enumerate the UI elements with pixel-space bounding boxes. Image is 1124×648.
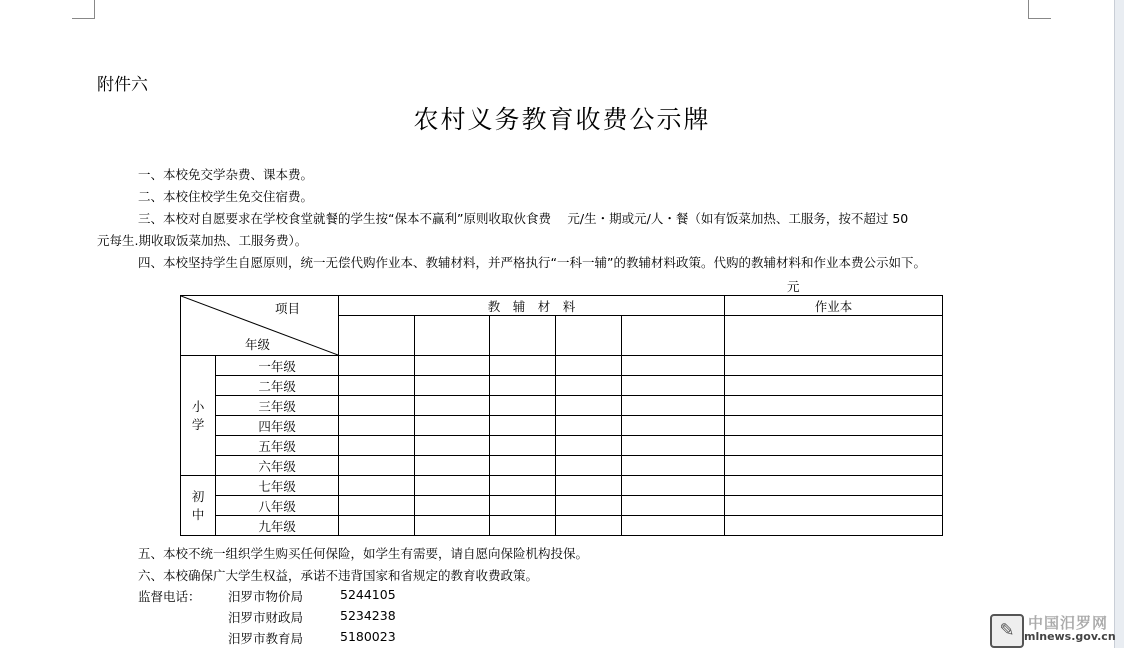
paragraph-3: 三、本校对自愿要求在学校食堂就餐的学生按“保本不赢利”原则收取伙食费 元/生・期或元/人・餐（如有饭菜加热、工服务，按不超过 50 (138, 211, 909, 226)
paragraph-1: 一、本校免交学杂费、课本费。 (138, 167, 314, 182)
grade-label: 九年级 (216, 516, 339, 536)
paragraph-4: 四、本校坚持学生自愿原则，统一无偿代购作业本、教辅材料，并严格执行“一科一辅”的教辅材料政策。代购的教辅材料和作业本费公示如下。 (138, 255, 926, 270)
header-grade-label: 年级 (245, 337, 271, 352)
grade-label: 四年级 (216, 416, 339, 436)
supervision-name-3: 汨罗市教育局 (228, 631, 304, 646)
page-title: 农村义务教育收费公示牌 (413, 105, 711, 134)
supervision-phone-1: 5244105 (340, 587, 396, 602)
grade-label: 三年级 (216, 396, 339, 416)
site-watermark (990, 612, 1120, 646)
annex-label: 附件六 (97, 75, 148, 95)
header-workbook: 作业本 (725, 296, 943, 316)
paragraph-5: 五、本校不统一组织学生购买任何保险，如学生有需要，请自愿向保险机构投保。 (138, 546, 589, 561)
header-materials: 教 辅 材 料 (339, 296, 725, 316)
paragraph-6: 六、本校确保广大学生权益，承诺不违背国家和省规定的教育收费政策。 (138, 568, 539, 583)
grade-label: 二年级 (216, 376, 339, 396)
grade-label: 六年级 (216, 456, 339, 476)
workbook-col (725, 316, 943, 356)
site-logo-icon: ✎ (990, 614, 1024, 648)
group-junior: 初 中 (181, 476, 216, 536)
supervision-phone-3: 5180023 (340, 629, 396, 644)
grade-label: 八年级 (216, 496, 339, 516)
grade-label: 七年级 (216, 476, 339, 496)
material-col-4 (556, 316, 622, 356)
group-primary: 小 学 (181, 356, 216, 476)
supervision-name-2: 汨罗市财政局 (228, 610, 304, 625)
grade-label: 一年级 (216, 356, 339, 376)
paragraph-3-cont: 元每生.期收取饭菜加热、工服务费）。 (97, 233, 308, 248)
supervision-label: 监督电话： (138, 589, 201, 604)
header-item-label: 项目 (274, 301, 300, 316)
vertical-scrollbar[interactable] (1114, 0, 1124, 648)
watermark-name: 中国汨罗网 (1028, 614, 1109, 632)
material-col-3 (490, 316, 556, 356)
page-corner-mark-right (1028, 0, 1051, 19)
unit-label: 元 (787, 279, 800, 294)
grade-label: 五年级 (216, 436, 339, 456)
material-col-2 (415, 316, 490, 356)
material-col-1 (339, 316, 415, 356)
table-diagonal-header (181, 296, 339, 356)
supervision-phone-2: 5234238 (340, 608, 396, 623)
fee-table (180, 295, 943, 536)
paragraph-2: 二、本校住校学生免交住宿费。 (138, 189, 314, 204)
supervision-name-1: 汨罗市物价局 (228, 589, 304, 604)
watermark-url: mlnews.gov.cn (1024, 630, 1116, 643)
material-col-5 (622, 316, 725, 356)
page-corner-mark-left (72, 0, 95, 19)
